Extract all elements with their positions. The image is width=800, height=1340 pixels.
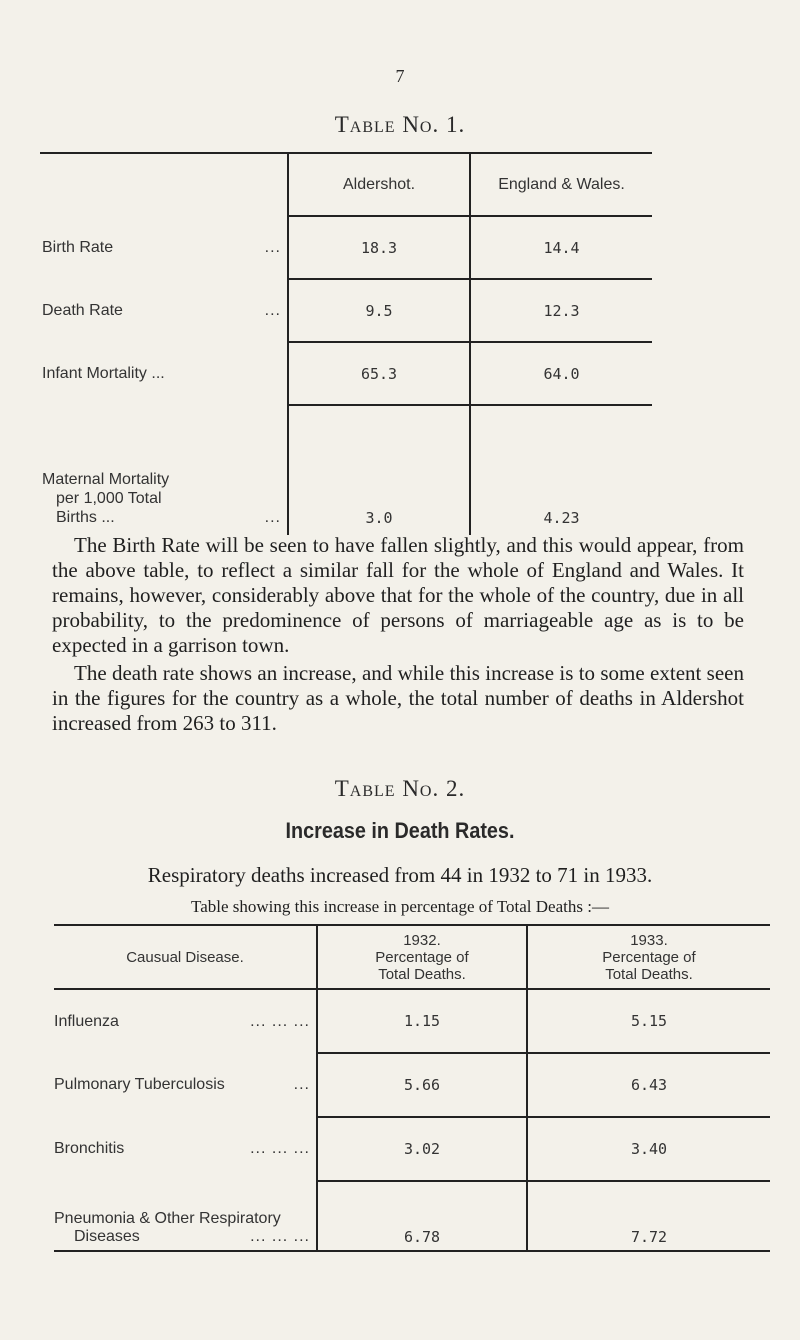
row-label-text: Birth Rate bbox=[42, 238, 114, 256]
column-header-england-wales: England & Wales. bbox=[470, 153, 652, 216]
table-1 bbox=[40, 152, 652, 535]
header-line: Percentage of bbox=[602, 948, 696, 966]
row-label-line: Diseases bbox=[74, 1228, 140, 1245]
leader-dots: ... bbox=[264, 238, 281, 256]
header-line: Percentage of bbox=[375, 948, 469, 966]
row-label bbox=[40, 405, 288, 535]
table-row bbox=[40, 342, 652, 405]
row-label-line: Maternal Mortality bbox=[42, 471, 170, 488]
cell-1933: 6.43 bbox=[527, 1053, 770, 1117]
table-row bbox=[40, 279, 652, 342]
header-line: 1932. bbox=[403, 931, 441, 949]
header-line: 1933. bbox=[630, 931, 668, 949]
table-1-title: Table No. 1. bbox=[334, 112, 466, 137]
table-2 bbox=[54, 924, 770, 1252]
leader-dots: ... bbox=[264, 301, 281, 319]
row-label-line: Pneumonia & Other Respiratory bbox=[54, 1210, 281, 1227]
row-label-text: Infant Mortality ... bbox=[42, 364, 165, 382]
row-label-line: per 1,000 Total bbox=[56, 490, 162, 507]
row-label bbox=[54, 1181, 317, 1251]
header-line: Total Deaths. bbox=[378, 965, 466, 983]
cell-1933: 7.72 bbox=[527, 1181, 770, 1251]
column-header-1932 bbox=[317, 925, 527, 989]
cell-england-wales: 4.23 bbox=[470, 405, 652, 535]
table-row bbox=[54, 1053, 770, 1117]
cell-1932: 5.66 bbox=[317, 1053, 527, 1117]
cell-1933: 3.40 bbox=[527, 1117, 770, 1181]
leader-dots: ... bbox=[264, 509, 281, 526]
table-row bbox=[54, 989, 770, 1053]
column-header-aldershot: Aldershot. bbox=[288, 153, 470, 216]
table-2-subtitle: Increase in Death Rates. bbox=[285, 818, 515, 843]
column-header-disease: Causual Disease. bbox=[54, 925, 317, 989]
row-label-text: Bronchitis bbox=[54, 1140, 125, 1157]
row-label-line: Births ... bbox=[56, 509, 115, 526]
cell-aldershot: 3.0 bbox=[288, 405, 470, 535]
row-label-text: Death Rate bbox=[42, 301, 123, 319]
table-row bbox=[40, 405, 652, 535]
row-label bbox=[40, 216, 288, 279]
cell-1932: 3.02 bbox=[317, 1117, 527, 1181]
page-number: 7 bbox=[395, 66, 405, 86]
table-1-header-row bbox=[40, 153, 652, 216]
table-row bbox=[54, 1181, 770, 1251]
paragraph-death-rate: The death rate shows an increase, and while this increase is to some extent seen in the figures for the country as a whole, the total number of deaths in Aldershot increased from 263 to 311. bbox=[52, 661, 744, 735]
leader-dots: ... ... ... bbox=[250, 1012, 310, 1030]
cell-england-wales: 64.0 bbox=[470, 342, 652, 405]
respiratory-intro: Respiratory deaths increased from 44 in 1932 to 71 in 1933. bbox=[147, 863, 653, 887]
table-2-title: Table No. 2. bbox=[334, 776, 466, 801]
header-line: Total Deaths. bbox=[605, 965, 693, 983]
column-header-1933 bbox=[527, 925, 770, 989]
cell-england-wales: 14.4 bbox=[470, 216, 652, 279]
row-label-text: Pulmonary Tuberculosis bbox=[54, 1076, 225, 1093]
row-label bbox=[54, 1117, 317, 1181]
cell-aldershot: 65.3 bbox=[288, 342, 470, 405]
table-2-header-row bbox=[54, 925, 770, 989]
table-row bbox=[40, 216, 652, 279]
row-label-text: Influenza bbox=[54, 1012, 119, 1030]
cell-1933: 5.15 bbox=[527, 989, 770, 1053]
row-label bbox=[40, 342, 288, 405]
leader-dots: ... ... ... bbox=[250, 1140, 310, 1157]
paragraph-birth-rate: The Birth Rate will be seen to have fallen slightly, and this would appear, from the above table, to reflect a similar fall for the whole of England and Wales. It remains, however, considerably above that for the whole of the country, due in all probability, to the predominence of persons of marriageable age as is to be expected in a garrison town. bbox=[52, 533, 744, 657]
table-1-corner bbox=[40, 153, 288, 216]
cell-england-wales: 12.3 bbox=[470, 279, 652, 342]
row-label bbox=[40, 279, 288, 342]
table-row bbox=[54, 1117, 770, 1181]
leader-dots: ... ... ... bbox=[250, 1228, 310, 1245]
cell-aldershot: 18.3 bbox=[288, 216, 470, 279]
row-label bbox=[54, 989, 317, 1053]
cell-aldershot: 9.5 bbox=[288, 279, 470, 342]
row-label bbox=[54, 1053, 317, 1117]
table-2-caption: Table showing this increase in percentage of Total Deaths :— bbox=[191, 897, 609, 916]
cell-1932: 6.78 bbox=[317, 1181, 527, 1251]
leader-dots: ... bbox=[293, 1076, 310, 1093]
cell-1932: 1.15 bbox=[317, 989, 527, 1053]
